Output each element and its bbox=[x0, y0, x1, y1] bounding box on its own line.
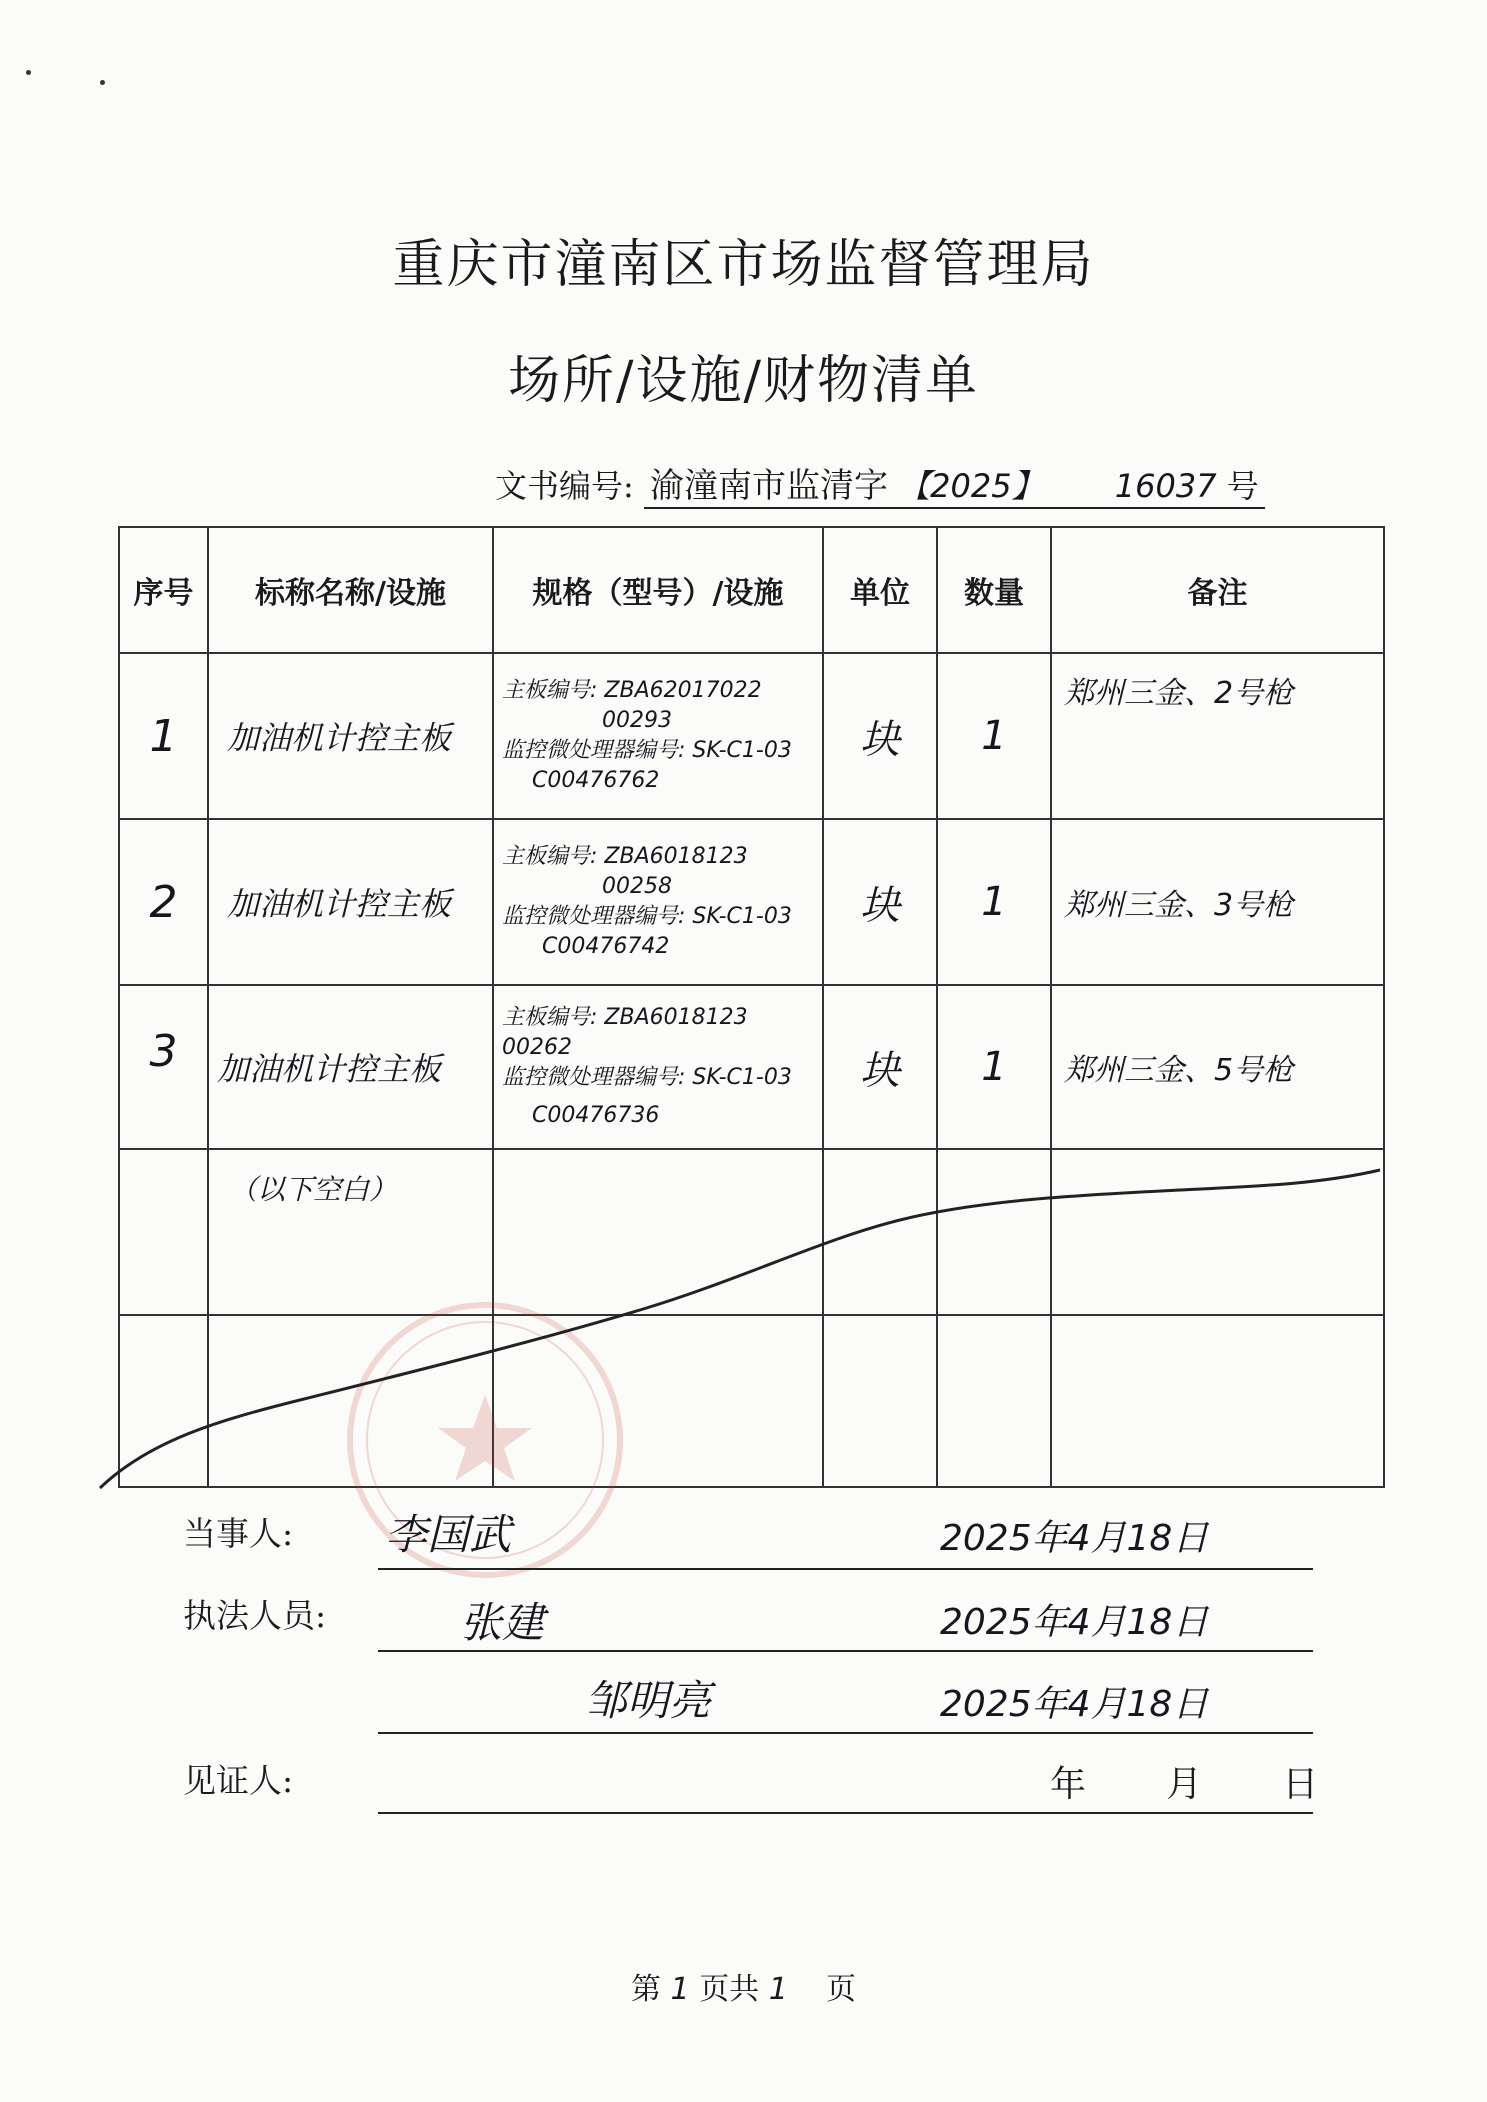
row-name: 加油机计控主板 bbox=[208, 819, 493, 985]
spec-line: C00476742 bbox=[542, 934, 670, 959]
table-row bbox=[119, 985, 1384, 1149]
spec-line: 主板编号: ZBA6018123 bbox=[502, 844, 748, 869]
end-of-list-note: （以下空白） bbox=[208, 1149, 493, 1315]
col-header-spec: 规格（型号）/设施 bbox=[493, 527, 823, 653]
blank-cell bbox=[208, 1315, 493, 1487]
page-footer bbox=[0, 1964, 1487, 2008]
row-name: 加油机计控主板 bbox=[208, 653, 493, 819]
spec-line: C00476736 bbox=[532, 1103, 660, 1128]
spec-line: 00258 bbox=[602, 874, 672, 899]
spec-line: 00293 bbox=[602, 708, 672, 733]
scan-speck bbox=[26, 70, 31, 75]
witness-sign-date bbox=[1050, 1756, 1318, 1807]
document-number bbox=[495, 458, 1265, 509]
spec-line: 主板编号: ZBA62017022 bbox=[502, 678, 762, 703]
party-signature: 李国武 bbox=[385, 1510, 512, 1559]
row-unit: 块 bbox=[823, 819, 937, 985]
row-index: 2 bbox=[119, 819, 208, 985]
table-header-row bbox=[119, 527, 1384, 653]
col-header-name: 标称名称/设施 bbox=[208, 527, 493, 653]
witness-month-word: 月 bbox=[1166, 1764, 1203, 1805]
row-qty: 1 bbox=[937, 653, 1051, 819]
table-row-blank bbox=[119, 1315, 1384, 1487]
blank-cell bbox=[493, 1149, 823, 1315]
blank-cell bbox=[823, 1149, 937, 1315]
witness-label: 见证人: bbox=[183, 1761, 294, 1800]
row-index: 3 bbox=[119, 985, 208, 1149]
spec-line: 监控微处理器编号: SK-C1-03 bbox=[502, 904, 792, 929]
row-index: 1 bbox=[119, 653, 208, 819]
spec-line: C00476762 bbox=[532, 768, 660, 793]
blank-cell bbox=[119, 1315, 208, 1487]
blank-cell bbox=[493, 1315, 823, 1487]
blank-cell bbox=[1051, 1315, 1384, 1487]
blank-cell bbox=[823, 1315, 937, 1487]
party-sign-date: 2025年4月18日 bbox=[940, 1518, 1209, 1559]
row-unit: 块 bbox=[823, 985, 937, 1149]
spec-line: 监控微处理器编号: SK-C1-03 bbox=[502, 738, 792, 763]
row-note: 郑州三金、3号枪 bbox=[1051, 819, 1384, 985]
blank-cell bbox=[1051, 1149, 1384, 1315]
document-number-label: 文书编号: bbox=[495, 467, 634, 505]
col-header-index: 序号 bbox=[119, 527, 208, 653]
officer2-sign-line bbox=[378, 1732, 1313, 1734]
inventory-table bbox=[118, 526, 1385, 1488]
row-spec bbox=[493, 819, 823, 985]
witness-sign-line bbox=[378, 1812, 1313, 1814]
officer1-signature: 张建 bbox=[460, 1598, 545, 1647]
agency-title: 重庆市潼南区市场监督管理局 bbox=[392, 235, 1095, 295]
officer2-signature: 邹明亮 bbox=[585, 1676, 712, 1725]
document-number-year: 【2025】 bbox=[898, 467, 1044, 505]
row-unit: 块 bbox=[823, 653, 937, 819]
party-label: 当事人: bbox=[183, 1514, 294, 1553]
row-name: 加油机计控主板 bbox=[208, 985, 493, 1149]
officer2-sign-date: 2025年4月18日 bbox=[940, 1684, 1209, 1725]
footer-total-pages: 1 bbox=[768, 1972, 788, 2007]
officer1-sign-line bbox=[378, 1650, 1313, 1652]
officer1-sign-date: 2025年4月18日 bbox=[940, 1602, 1209, 1643]
party-sign-line bbox=[378, 1568, 1313, 1570]
document-number-suffix: 号 bbox=[1226, 467, 1259, 505]
blank-cell bbox=[937, 1149, 1051, 1315]
row-note: 郑州三金、5号枪 bbox=[1051, 985, 1384, 1149]
spec-line: 主板编号: ZBA6018123 00262 bbox=[502, 1005, 748, 1060]
form-title: 场所/设施/财物清单 bbox=[507, 351, 980, 411]
document-number-serial: 16037 bbox=[1114, 467, 1217, 505]
table-row-blank bbox=[119, 1149, 1384, 1315]
row-note: 郑州三金、2号枪 bbox=[1051, 653, 1384, 819]
footer-ye-gong: 页共 bbox=[699, 1972, 760, 2007]
col-header-unit: 单位 bbox=[823, 527, 937, 653]
row-spec bbox=[493, 653, 823, 819]
document-number-value bbox=[644, 458, 1265, 509]
blank-cell bbox=[119, 1149, 208, 1315]
row-qty: 1 bbox=[937, 819, 1051, 985]
document-number-prefix: 渝潼南市监清字 bbox=[649, 466, 888, 506]
footer-page-number: 1 bbox=[670, 1972, 690, 2007]
col-header-qty: 数量 bbox=[937, 527, 1051, 653]
witness-year-word: 年 bbox=[1050, 1764, 1087, 1805]
officer-label: 执法人员: bbox=[183, 1596, 327, 1635]
spec-line: 监控微处理器编号: SK-C1-03 bbox=[502, 1065, 792, 1090]
witness-day-word: 日 bbox=[1282, 1764, 1319, 1805]
table-row bbox=[119, 819, 1384, 985]
row-qty: 1 bbox=[937, 985, 1051, 1149]
footer-ye: 页 bbox=[825, 1972, 856, 2007]
blank-cell bbox=[937, 1315, 1051, 1487]
scan-speck bbox=[100, 80, 105, 85]
col-header-note: 备注 bbox=[1051, 527, 1384, 653]
footer-di: 第 bbox=[631, 1972, 661, 2007]
table-row bbox=[119, 653, 1384, 819]
row-spec bbox=[493, 985, 823, 1149]
